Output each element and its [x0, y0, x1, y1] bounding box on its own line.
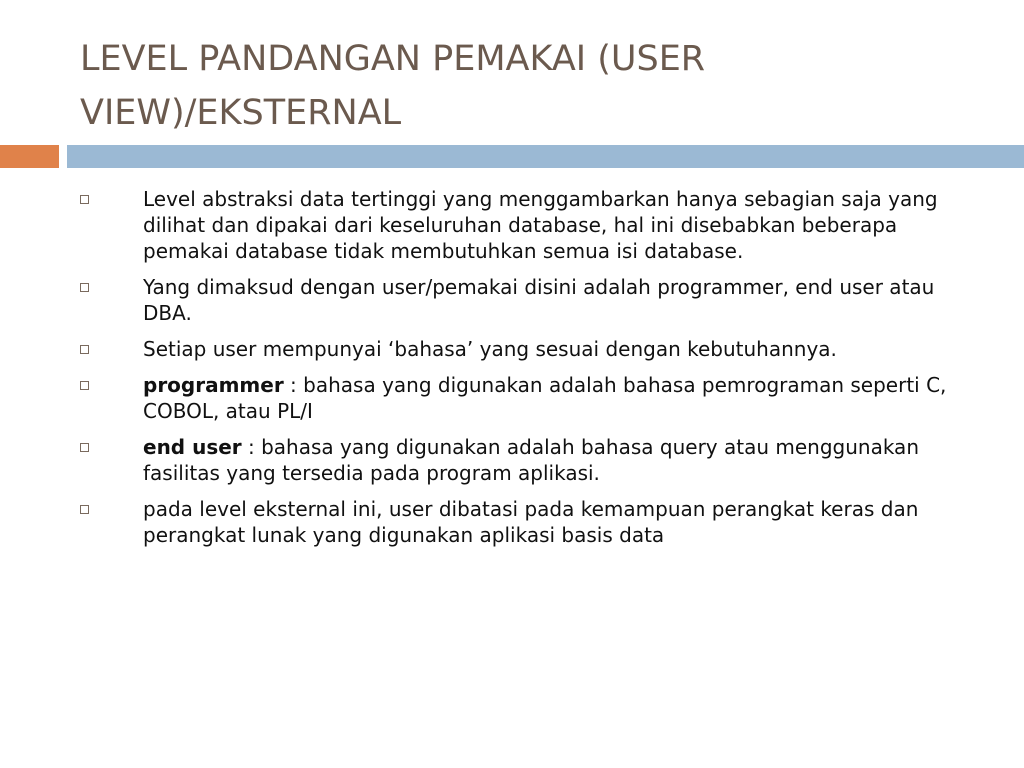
hollow-square-icon: [80, 443, 89, 452]
hollow-square-icon: [80, 381, 89, 390]
bullet-text: : bahasa yang digunakan adalah bahasa pemrograman seperti C, COBOL, atau PL/I: [143, 373, 947, 423]
bullet-item: [80, 274, 980, 326]
bullet-text: pada level eksternal ini, user dibatasi pada kemampuan perangkat keras dan perangkat lunak yang digunakan aplikasi basis data: [143, 497, 919, 547]
hollow-square-icon: [80, 283, 89, 292]
hollow-square-icon: [80, 505, 89, 514]
bullet-item: [80, 372, 980, 424]
bullet-text: Setiap user mempunyai ‘bahasa’ yang sesuai dengan kebutuhannya.: [143, 337, 837, 361]
bullet-text: : bahasa yang digunakan adalah bahasa query atau menggunakan fasilitas yang tersedia pada program aplikasi.: [143, 435, 919, 485]
hollow-square-icon: [80, 345, 89, 354]
title-accent-bar-orange: [0, 145, 59, 168]
slide-title: LEVEL PANDANGAN PEMAKAI (USER VIEW)/EKSTERNAL: [80, 39, 706, 133]
bullet-text: Level abstraksi data tertinggi yang menggambarkan hanya sebagian saja yang dilihat dan dipakai dari keseluruhan database, hal ini disebabkan beberapa pemakai database tidak membutuhkan semua isi database.: [143, 187, 938, 263]
bullet-item: [80, 496, 980, 548]
bullet-term: end user: [143, 435, 242, 459]
bullet-text: Yang dimaksud dengan user/pemakai disini adalah programmer, end user atau DBA.: [143, 275, 935, 325]
bullet-term: programmer: [143, 373, 284, 397]
bullet-item: [80, 336, 980, 362]
title-accent-bar-blue: [67, 145, 1024, 168]
bullet-item: [80, 186, 980, 264]
bullet-item: [80, 434, 980, 486]
hollow-square-icon: [80, 195, 89, 204]
bullet-list: [80, 186, 980, 558]
